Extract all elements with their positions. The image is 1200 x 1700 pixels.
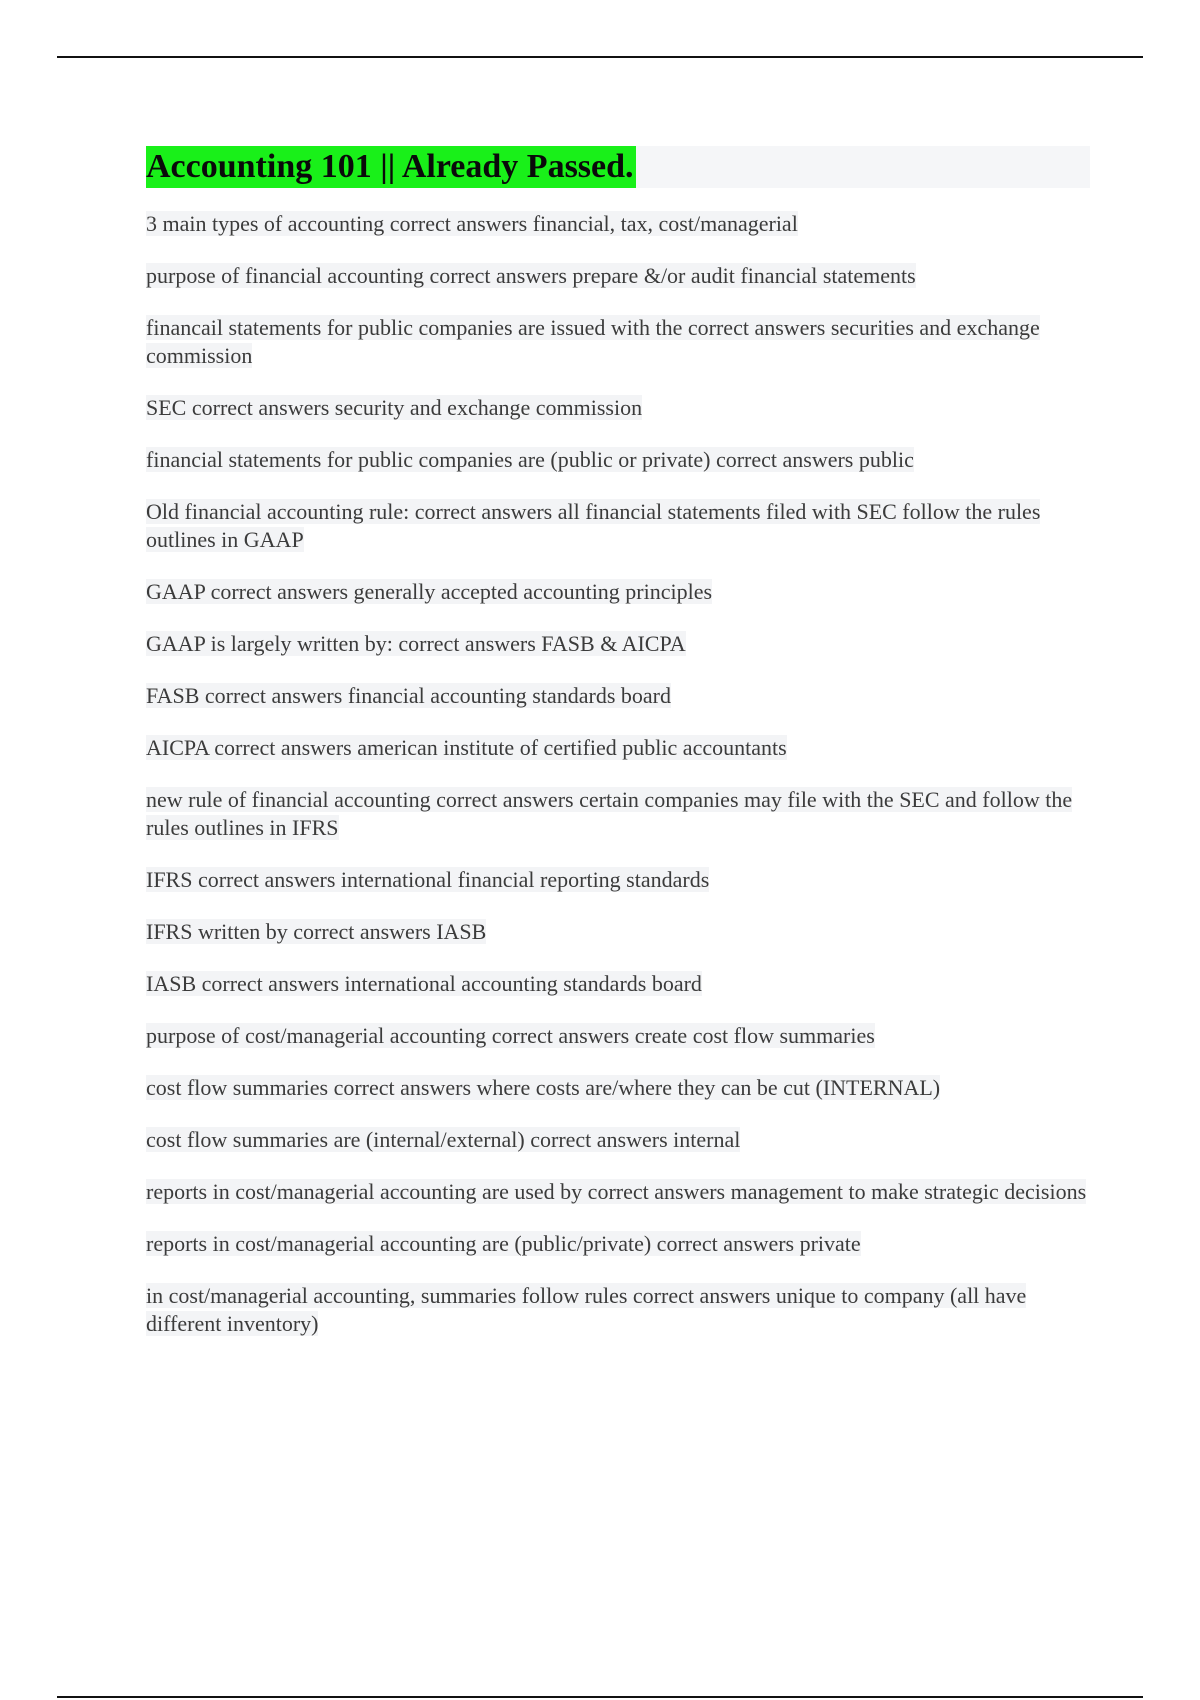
qa-item (146, 786, 1090, 842)
qa-item (146, 314, 1090, 370)
qa-text: cost flow summaries are (internal/external) correct answers internal (146, 1127, 741, 1152)
qa-item (146, 866, 1090, 894)
qa-item (146, 578, 1090, 606)
title-bar (146, 146, 1090, 188)
qa-item (146, 1022, 1090, 1050)
qa-text: IASB correct answers international accounting standards board (146, 971, 702, 996)
document-title: Accounting 101 || Already Passed. (146, 146, 636, 188)
qa-item (146, 918, 1090, 946)
qa-text: financial statements for public companies are (public or private) correct answers public (146, 447, 914, 472)
qa-list (146, 210, 1090, 1338)
page-top-rule (57, 56, 1143, 58)
qa-item (146, 210, 1090, 238)
qa-text: purpose of cost/managerial accounting correct answers create cost flow summaries (146, 1023, 875, 1048)
qa-text: Old financial accounting rule: correct answers all financial statements filed with SEC follow the rules outlines in GAAP (146, 499, 1041, 552)
qa-item (146, 970, 1090, 998)
qa-text: cost flow summaries correct answers where costs are/where they can be cut (INTERNAL) (146, 1075, 941, 1100)
qa-item (146, 262, 1090, 290)
qa-text: IFRS written by correct answers IASB (146, 919, 487, 944)
qa-item (146, 394, 1090, 422)
qa-text: in cost/managerial accounting, summaries follow rules correct answers unique to company (all have different inventory) (146, 1283, 1027, 1336)
qa-text: reports in cost/managerial accounting are used by correct answers management to make strategic decisions (146, 1179, 1087, 1204)
qa-text: financail statements for public companies are issued with the correct answers securities and exchange commission (146, 315, 1040, 368)
qa-item (146, 446, 1090, 474)
document-body (146, 146, 1090, 1362)
qa-item (146, 734, 1090, 762)
qa-item (146, 1230, 1090, 1258)
qa-text: 3 main types of accounting correct answers financial, tax, cost/managerial (146, 211, 798, 236)
qa-text: FASB correct answers financial accounting standards board (146, 683, 671, 708)
qa-text: GAAP is largely written by: correct answers FASB & AICPA (146, 631, 686, 656)
qa-item (146, 682, 1090, 710)
qa-text: GAAP correct answers generally accepted accounting principles (146, 579, 713, 604)
qa-text: AICPA correct answers american institute of certified public accountants (146, 735, 787, 760)
qa-item (146, 1282, 1090, 1338)
qa-item (146, 1126, 1090, 1154)
qa-text: purpose of financial accounting correct answers prepare &/or audit financial statements (146, 263, 916, 288)
qa-item (146, 630, 1090, 658)
qa-item (146, 1178, 1090, 1206)
qa-text: new rule of financial accounting correct answers certain companies may file with the SEC and follow the rules outlines in IFRS (146, 787, 1073, 840)
page-bottom-rule (57, 1696, 1143, 1698)
qa-item (146, 1074, 1090, 1102)
qa-item (146, 498, 1090, 554)
qa-text: reports in cost/managerial accounting are (public/private) correct answers private (146, 1231, 861, 1256)
qa-text: SEC correct answers security and exchange commission (146, 395, 643, 420)
qa-text: IFRS correct answers international financial reporting standards (146, 867, 710, 892)
